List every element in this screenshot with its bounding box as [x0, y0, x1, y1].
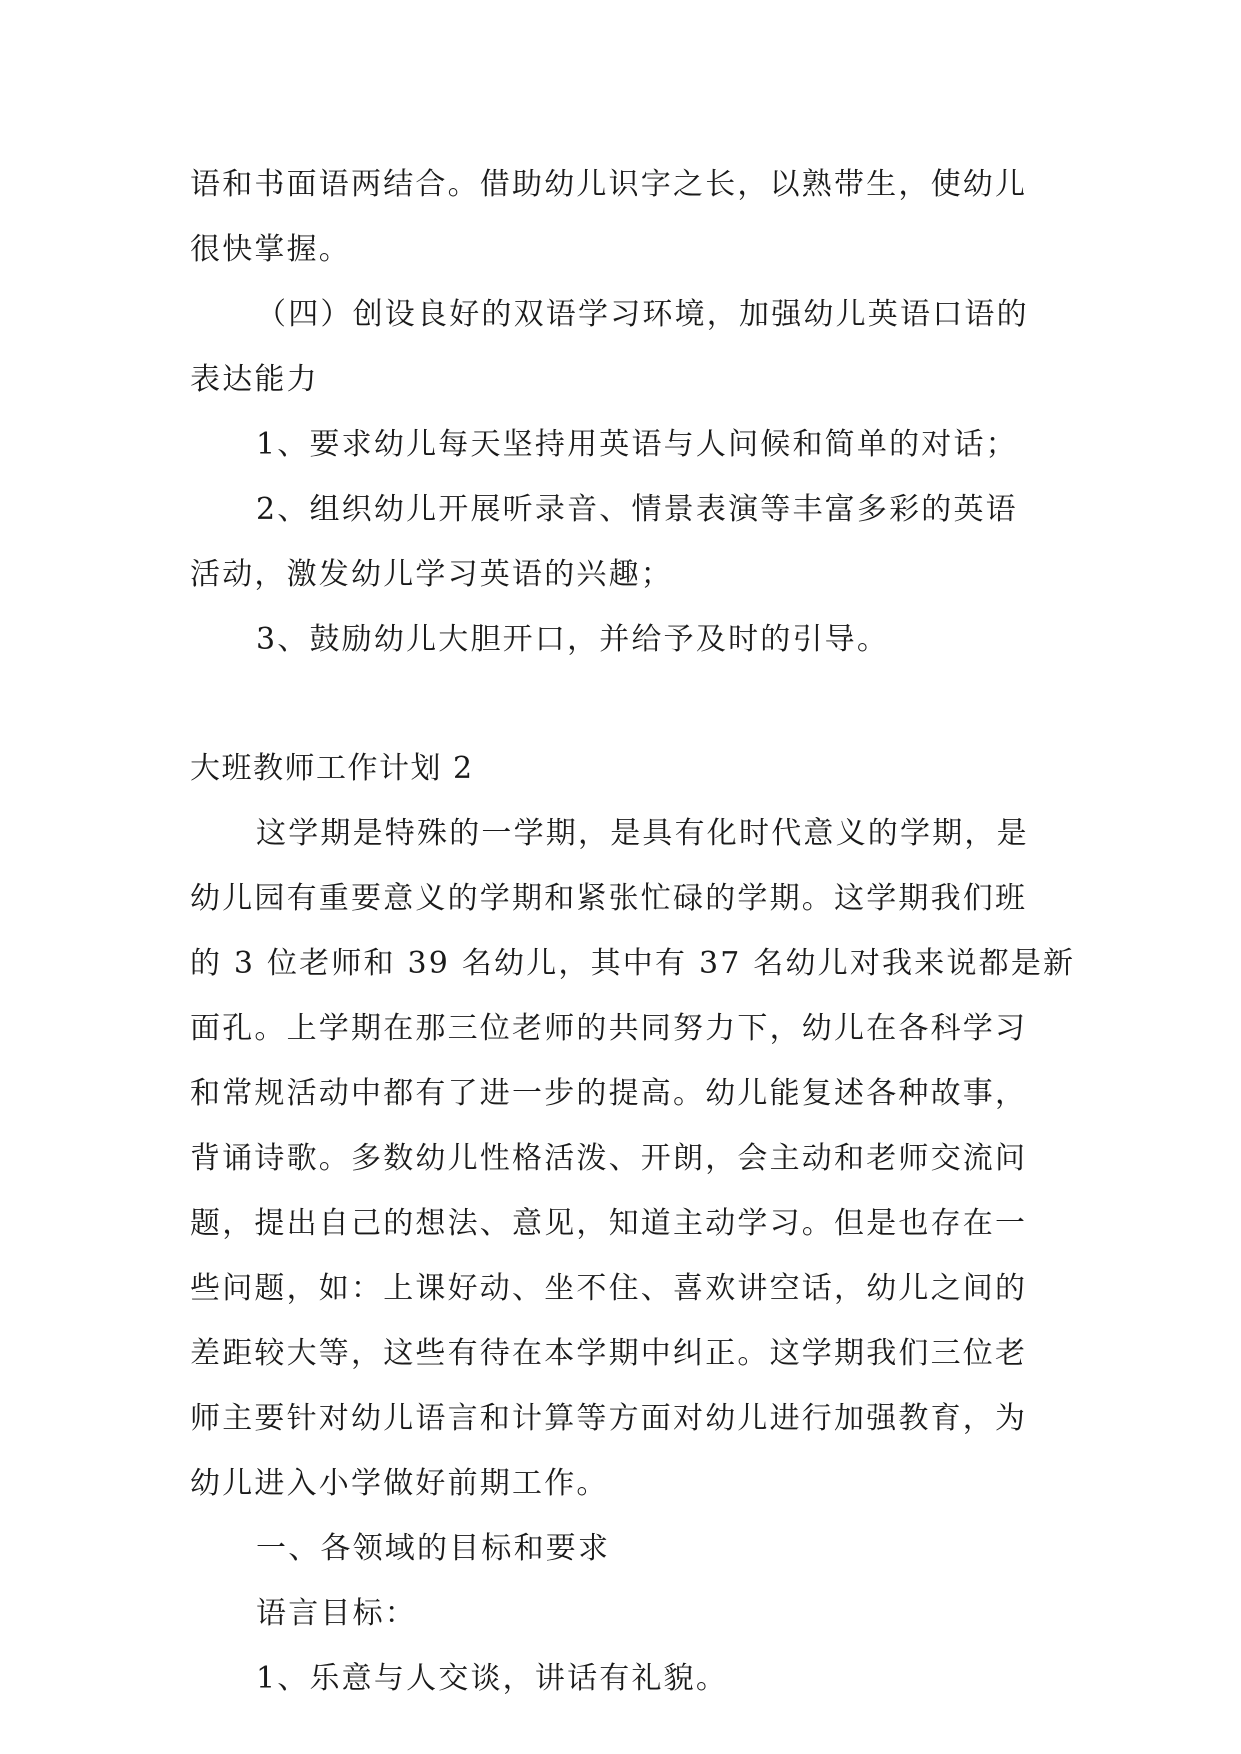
- section-heading: 一、各领域的目标和要求: [256, 1531, 611, 1566]
- paragraph-line: 和常规活动中都有了进一步的提高。幼儿能复述各种故事，: [190, 1076, 1028, 1111]
- paragraph-line: 师主要针对幼儿语言和计算等方面对幼儿进行加强教育，为: [190, 1401, 1028, 1436]
- paragraph-line: 这学期是特殊的一学期，是具有化时代意义的学期，是: [256, 816, 1029, 851]
- list-item: 2、组织幼儿开展听录音、情景表演等丰富多彩的英语: [256, 492, 1018, 527]
- paragraph-line: 很快掌握。: [190, 232, 351, 267]
- document-body: [190, 152, 1076, 1711]
- list-item-continued: 活动，激发幼儿学习英语的兴趣；: [190, 557, 673, 592]
- paragraph-line: 些问题，如：上课好动、坐不住、喜欢讲空话，幼儿之间的: [190, 1271, 1028, 1306]
- list-item: 3、鼓励幼儿大胆开口，并给予及时的引导。: [256, 622, 890, 657]
- paragraph-line: 题，提出自己的想法、意见，知道主动学习。但是也存在一: [190, 1206, 1028, 1241]
- paragraph-line: 差距较大等，这些有待在本学期中纠正。这学期我们三位老: [190, 1336, 1028, 1371]
- paragraph-line: 面孔。上学期在那三位老师的共同努力下，幼儿在各科学习: [190, 1011, 1028, 1046]
- list-item: 1、乐意与人交谈，讲话有礼貌。: [256, 1661, 729, 1696]
- section-spacer: [190, 672, 1070, 736]
- paragraph-line: 幼儿园有重要意义的学期和紧张忙碌的学期。这学期我们班: [190, 881, 1028, 916]
- section-heading-continued: 表达能力: [190, 362, 319, 397]
- subsection-heading: 语言目标：: [256, 1596, 417, 1631]
- document-title: 大班教师工作计划 2: [190, 751, 474, 786]
- section-heading: （四）创设良好的双语学习环境，加强幼儿英语口语的: [256, 297, 1029, 332]
- paragraph-line: 幼儿进入小学做好前期工作。: [190, 1466, 609, 1501]
- list-item: 1、要求幼儿每天坚持用英语与人问候和简单的对话；: [256, 427, 1018, 462]
- paragraph-line: 语和书面语两结合。借助幼儿识字之长，以熟带生，使幼儿: [190, 167, 1028, 202]
- paragraph-line: 背诵诗歌。多数幼儿性格活泼、开朗，会主动和老师交流问: [190, 1141, 1028, 1176]
- paragraph-line: 的 3 位老师和 39 名幼儿，其中有 37 名幼儿对我来说都是新: [190, 946, 1076, 981]
